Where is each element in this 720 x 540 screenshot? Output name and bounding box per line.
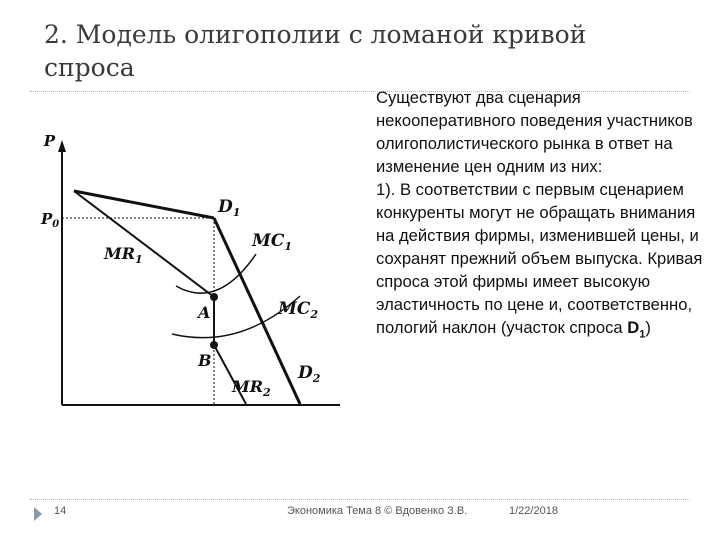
paragraph-intro: Существуют два сценария некооперативного поведения участников олигополистического рынка в ответ на изменение цен одним из них:	[376, 88, 693, 176]
label-point-b: B	[198, 351, 212, 370]
footer-page-number: 14	[54, 505, 67, 517]
demand-d1-ref: $D_1$	[627, 318, 646, 341]
y-axis-arrow	[58, 140, 66, 152]
label-mr1: $MR_1$	[104, 244, 143, 266]
demand-curve-d1	[74, 191, 214, 218]
label-d2: $D_2$	[298, 363, 321, 385]
label-mc1: $MC_1$	[252, 231, 293, 253]
slide-title: 2. Модель олигополии с ломаной кривой спроса	[44, 20, 587, 82]
axis-label-p: P	[43, 132, 55, 150]
slide-body-text	[376, 86, 712, 346]
page-arrow-icon	[34, 507, 42, 521]
mr1-curve	[74, 191, 214, 297]
footer-course: Экономика Тема 8 © Вдовенко З.В.	[287, 505, 468, 517]
label-mr2: $MR_2$	[232, 377, 271, 399]
point-a-dot	[210, 293, 218, 301]
label-mc2: $MC_2$	[278, 299, 319, 321]
footer-divider	[30, 499, 690, 500]
footer-date: 1/22/2018	[509, 505, 558, 517]
label-p0: $P_0$	[41, 210, 60, 230]
paragraph-scenario-1: 1). В соответствии с первым сценарием конкуренты могут не обращать внимания на действия фирмы, изменившей цены, и сохранят прежний объем выпуска. Кривая спроса этой фирмы имеет высокую эластичность по цене и, соответственно, пологий наклон (участок спроса $D_1$)	[376, 180, 703, 341]
label-point-a: A	[198, 303, 211, 322]
point-b-dot	[210, 341, 218, 349]
mc1-curve	[176, 254, 256, 293]
label-d1: $D_1$	[218, 197, 241, 219]
